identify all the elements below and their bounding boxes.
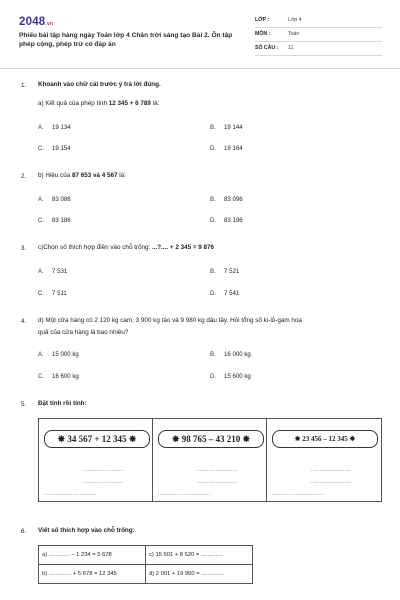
answer-line[interactable]: ........................	[197, 467, 238, 473]
logo-suffix: .vn	[45, 21, 54, 27]
question-number: 3.	[21, 245, 27, 252]
answer-line[interactable]: ........................	[311, 467, 352, 473]
meta-key: MÔN :	[255, 31, 271, 37]
answer-line[interactable]: ...............................	[44, 491, 97, 497]
meta-value: Toán	[288, 31, 300, 37]
meta-count	[255, 42, 382, 56]
meta-key: SỐ CÂU :	[255, 45, 279, 51]
expression-pill: ✸ 34 567 + 12 345 ✸	[44, 430, 150, 448]
question-number: 4.	[21, 318, 27, 325]
question-prompt: c)Chọn số thích hợp điền vào chỗ trống: ...?.... + 2 345 = 9 876	[38, 244, 215, 251]
question-prompt-continued: quả của cửa hàng là bao nhiêu?	[38, 329, 129, 336]
question-instruction: Viết số thích hợp vào chỗ trống:	[38, 527, 135, 534]
meta-value: Lớp 4	[288, 17, 302, 23]
table-cell[interactable]: b) .............. + 5 678 = 12 345	[39, 565, 146, 584]
table-cell[interactable]: c) 15 501 + 8 520 = ..............	[146, 546, 253, 565]
table-cell[interactable]: d) 2 001 + 19 950 = ..............	[146, 565, 253, 584]
option-a[interactable]: A. 15 000 kg	[38, 351, 79, 358]
meta-key: LỚP :	[255, 17, 270, 23]
answer-line[interactable]: ........................	[83, 479, 124, 485]
meta-class	[255, 14, 382, 28]
meta-value: 11	[288, 45, 294, 51]
expression-pill: ✸ 23 456 – 12 345 ✸	[272, 430, 378, 448]
option-b[interactable]: B. 83 096	[210, 196, 243, 203]
option-a[interactable]: A. 83 086	[38, 196, 71, 203]
answer-line[interactable]: ...............................	[272, 491, 325, 497]
option-d[interactable]: D. 19 164	[210, 145, 243, 152]
table-cell[interactable]: a) ............. – 1 234 = 5 678	[39, 546, 146, 565]
option-d[interactable]: D. 15 600 kg	[210, 373, 251, 380]
expression-pill: ✸ 98 765 – 43 210 ✸	[158, 430, 264, 448]
logo-text: 2048	[19, 16, 46, 28]
grid-divider	[152, 418, 153, 502]
option-b[interactable]: B. 19 144	[210, 124, 243, 131]
option-c[interactable]: C. 16 600 kg	[38, 373, 79, 380]
question-number: 6.	[21, 528, 27, 535]
page-title: Phiếu bài tập hàng ngày Toán lớp 4 Chân trời sáng tạo Bài 2. Ôn tập phép cộng, phép trừ có đáp án	[19, 32, 233, 48]
question-prompt: d) Một cửa hàng có 2 120 kg cam, 3 900 kg táo và 9 980 kg dâu tây. Hỏi tổng số ki-lô-gam hoa	[38, 317, 302, 324]
option-b[interactable]: B. 16 000 kg	[210, 351, 251, 358]
question-instruction: Đặt tính rồi tính:	[38, 400, 87, 407]
question-number: 2.	[21, 173, 27, 180]
option-d[interactable]: D. 7 541	[210, 290, 240, 297]
table-row	[39, 565, 253, 584]
option-c[interactable]: C. 19 154	[38, 145, 71, 152]
option-a[interactable]: A. 19 134	[38, 124, 71, 131]
option-a[interactable]: A. 7 531	[38, 268, 68, 275]
grid-divider	[266, 418, 267, 502]
question-instruction: Khoanh vào chữ cái trước ý trả lời đúng.	[38, 81, 161, 88]
fill-in-table	[38, 545, 253, 584]
answer-line[interactable]: ........................	[83, 467, 124, 473]
question-number: 5.	[21, 401, 27, 408]
question-number: 1.	[21, 82, 27, 89]
option-c[interactable]: C. 83 186	[38, 217, 71, 224]
answer-line[interactable]: ...............................	[158, 491, 211, 497]
option-d[interactable]: D. 83 196	[210, 217, 243, 224]
table-row	[39, 546, 253, 565]
answer-line[interactable]: ........................	[311, 479, 352, 485]
option-b[interactable]: B. 7 521	[210, 268, 240, 275]
answer-line[interactable]: ........................	[197, 479, 238, 485]
header-divider	[0, 68, 400, 69]
question-prompt: a) Kết quả của phép tính 12 345 + 6 789 là:	[38, 100, 160, 107]
question-prompt: b) Hiệu của 87 653 và 4 567 là:	[38, 172, 126, 179]
option-c[interactable]: C. 7 511	[38, 290, 67, 297]
site-logo[interactable]	[19, 16, 53, 28]
meta-subject	[255, 28, 382, 42]
